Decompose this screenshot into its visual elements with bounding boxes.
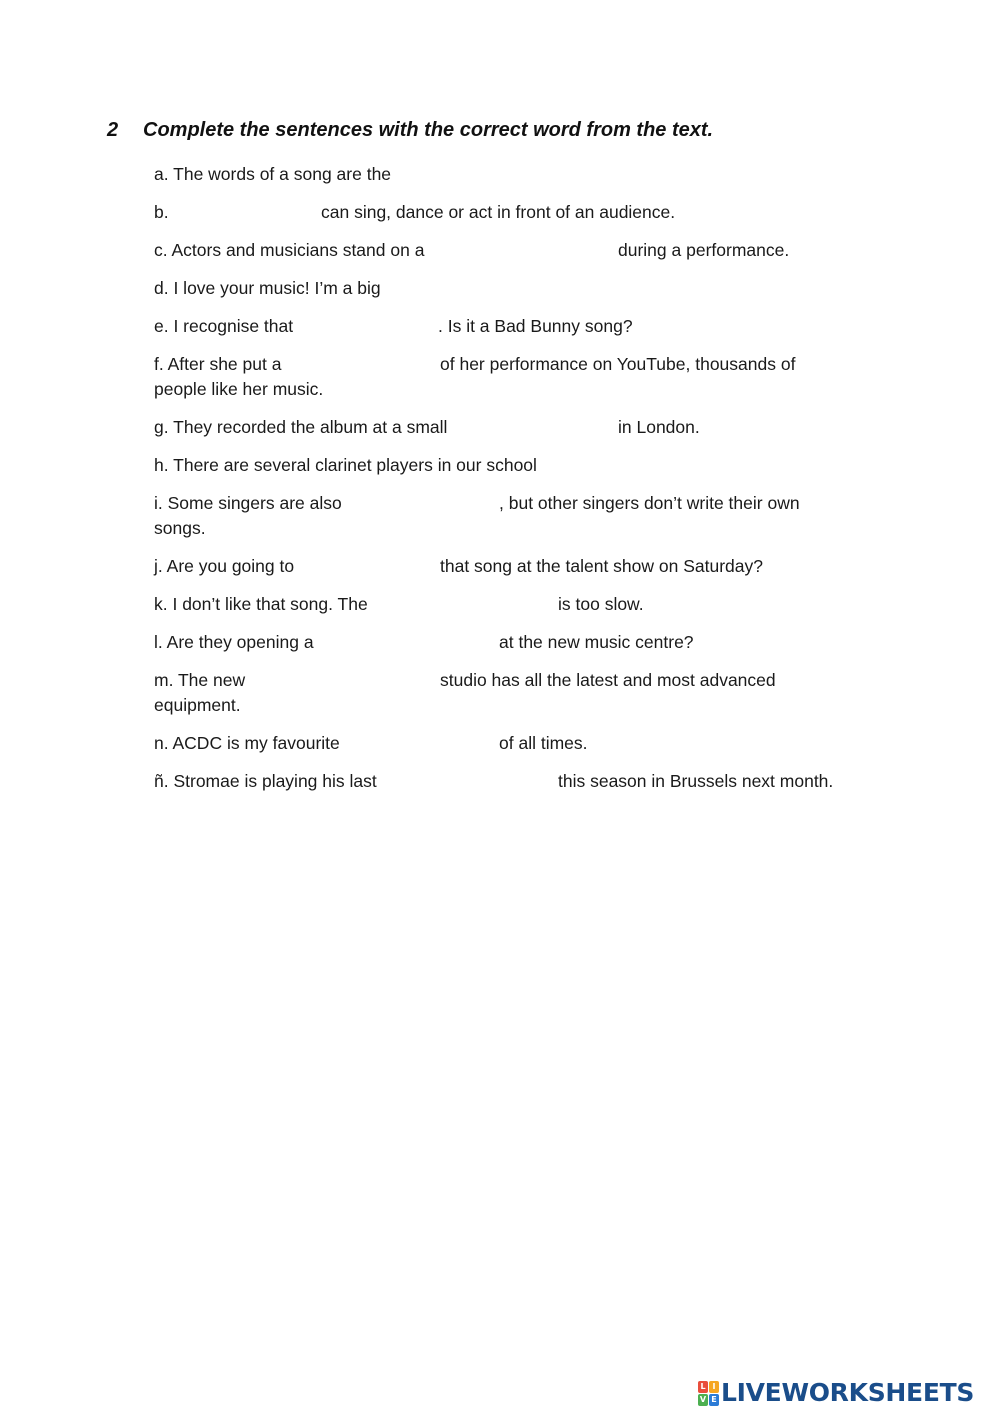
sentence-a-text: a. The words of a song are the [154,164,392,184]
answer-blank-f[interactable] [306,353,434,375]
sentence-c-rest [618,238,789,263]
sentence-d [154,276,381,301]
sentence-b-text-1: b. [154,202,169,222]
logo-text: LIVEWORKSHEETS [721,1378,975,1407]
exercise-title [107,119,713,142]
sentence-a [154,162,391,187]
sentence-k-rest [558,592,644,617]
sentence-n [154,731,340,756]
sentence-f [154,352,281,377]
sentence-j-rest [440,554,763,579]
sentence-m-continuation [154,693,241,718]
sentence-i-rest [499,491,800,516]
logo-mark-letter: E [709,1394,719,1406]
answer-blank-m[interactable] [260,669,434,691]
answer-blank-g[interactable] [486,416,612,438]
logo-mark-letter: I [709,1381,719,1393]
sentence-i [154,491,342,516]
sentence-d-text: d. I love your music! I’m a big [154,278,381,298]
sentence-g-rest [618,415,700,440]
sentence-b-rest [321,200,675,225]
sentence-h [154,453,537,478]
exercise-instruction: Complete the sentences with the correct word from the text. [143,119,714,141]
sentence-c-text-1: c. Actors and musicians stand on a [154,240,425,260]
sentence-h-text: h. There are several clarinet players in our school [154,455,537,475]
sentence-k-text-1: k. I don’t like that song. The [154,594,368,614]
sentence-j-text-2: that song at the talent show on Saturday? [440,556,763,576]
logo-mark-letter: L [698,1381,708,1393]
sentence-n-text-2: of all times. [499,733,588,753]
answer-blank-n[interactable] [364,732,492,754]
sentence-n-rest [499,731,588,756]
answer-blank-k[interactable] [402,593,552,615]
sentence-m-text-2: studio has all the latest and most advanced [440,670,776,690]
answer-blank-n-tilde[interactable] [408,770,552,792]
sentence-f-continuation [154,377,323,402]
sentence-j-text-1: j. Are you going to [154,556,295,576]
sentence-n-tilde-rest [558,769,833,794]
sentence-b-text-2: can sing, dance or act in front of an audience. [321,202,676,222]
sentence-f-rest [440,352,795,377]
exercise-number: 2 [107,119,119,141]
answer-blank-i[interactable] [366,492,494,514]
sentence-e-text-1: e. I recognise that [154,316,294,336]
liveworksheets-logo[interactable] [698,1378,974,1408]
sentence-i-continuation [154,516,206,541]
answer-blank-c[interactable] [460,239,612,261]
answer-blank-l[interactable] [342,631,492,653]
answer-blank-j[interactable] [322,555,434,577]
sentence-b [154,200,169,225]
sentence-m-rest [440,668,776,693]
sentence-l-text-2: at the new music centre? [499,632,694,652]
answer-blank-b[interactable] [178,201,314,223]
sentence-i-text-2: , but other singers don’t write their own [499,493,800,513]
sentence-e-text-2: . Is it a Bad Bunny song? [438,316,633,336]
sentence-c [154,238,424,263]
sentence-f-text-1: f. After she put a [154,354,282,374]
sentence-l-rest [499,630,694,655]
sentence-f-text-2: of her performance on YouTube, thousands of [440,354,796,374]
sentence-m [154,668,245,693]
sentence-i-text-3: songs. [154,518,206,538]
sentence-g-text-2: in London. [618,417,700,437]
sentence-l-text-1: l. Are they opening a [154,632,314,652]
sentence-j [154,554,294,579]
sentence-k [154,592,368,617]
sentence-l [154,630,314,655]
sentence-e-rest [438,314,633,339]
answer-blank-e[interactable] [316,315,434,337]
logo-mark-letter: V [699,1394,707,1404]
sentence-g-text-1: g. They recorded the album at a small [154,417,448,437]
logo-mark-icon [698,1381,719,1406]
sentence-m-text-1: m. The new [154,670,246,690]
sentence-g [154,415,447,440]
sentence-e [154,314,293,339]
sentence-n-tilde-text-1: ñ. Stromae is playing his last [154,771,377,791]
sentence-n-tilde-text-2: this season in Brussels next month. [558,771,834,791]
sentence-n-text-1: n. ACDC is my favourite [154,733,340,753]
sentence-k-text-2: is too slow. [558,594,644,614]
sentence-f-text-3: people like her music. [154,379,324,399]
sentence-i-text-1: i. Some singers are also [154,493,342,513]
sentence-m-text-3: equipment. [154,695,241,715]
sentence-n-tilde [154,769,377,794]
sentence-c-text-2: during a performance. [618,240,790,260]
